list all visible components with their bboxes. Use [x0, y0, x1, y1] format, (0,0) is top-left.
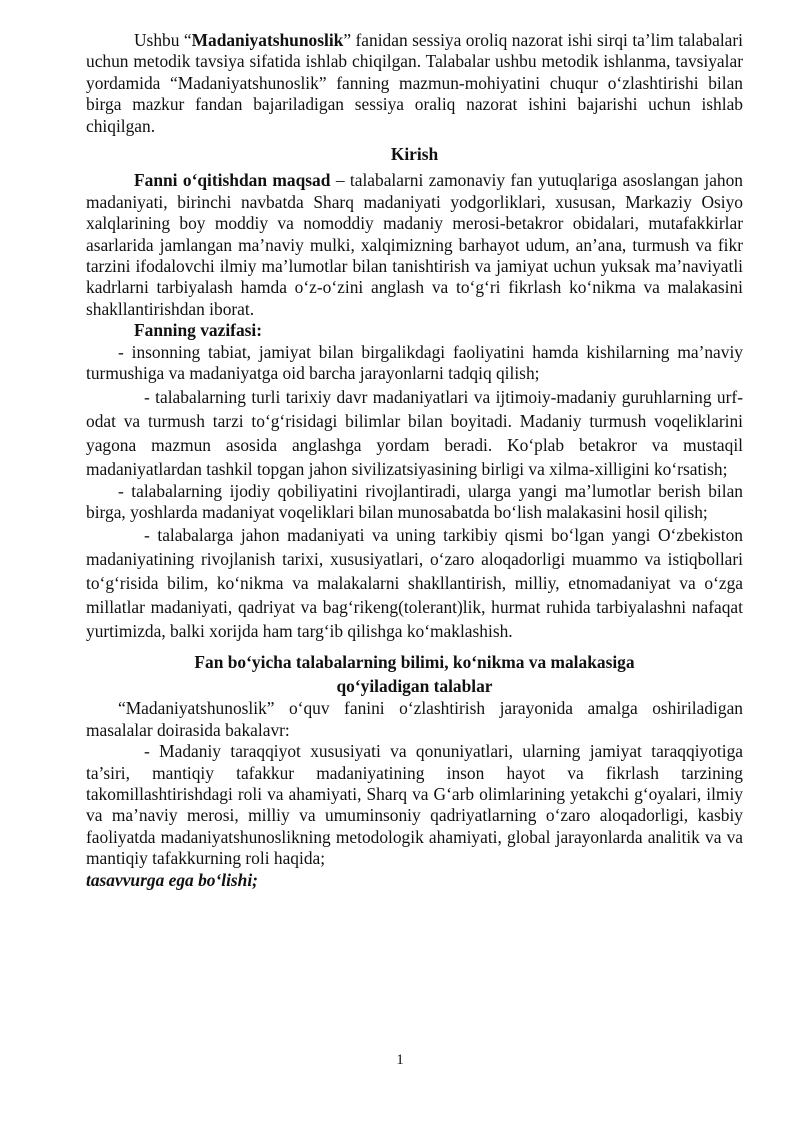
task-item-3: - talabalarning ijodiy qobiliyatini rivojlantiradi, ularga yangi ma’lumotlar berish bilan birga, yoshlarda madaniyat voqeliklari bilan munosabatda bo‘lish malakasini hosil qilish;	[86, 480, 743, 522]
page-number: 1	[396, 1052, 404, 1068]
task-item-2: - talabalarning turli tarixiy davr madaniyatlari va ijtimoiy-madaniy guruhlarning urf-odat va turmush tarzi to‘g‘risidagi bilimlar bilan boyitadi. Madaniy turmush voqeliklarini yagona mazmun asosida anglashga yordam beradi. Ko‘plab betakror va mustaqil madaniyatlardan tashkil topgan jahon sivilizatsiyasining birligi va xilma-xilligini ko‘rsatish;	[86, 386, 743, 479]
goal-paragraph	[86, 170, 743, 320]
task-item-4: - talabalarga jahon madaniyati va uning tarkibiy qismi bo‘lgan yangi O‘zbekiston madaniyatining rivojlanish tarixi, xususiyatlari, o‘zaro aloqadorligi muammo va istiqbollari to‘g‘risida bilim, ko‘nikma va malakalarni shakllantirish, milliy, etnomadaniyat va o‘zga millatlar madaniyati, qadriyat va bag‘rikeng(tolerant)lik, hurmat ruhida tarbiyalashni nafaqat yurtimizda, balki xorijda ham targ‘ib qilishga ko‘maklashish.	[86, 525, 743, 642]
requirements-item: - Madaniy taraqqiyot xususiyati va qonuniyatlari, ularning jamiyat taraqqiyotiga ta’siri, mantiqiy tafakkur madaniyatining inson hayot va fikrlash tarzining takomillashtirishdagi roli va ahamiyati, Sharq va G‘arb olimlarining yetakchi g‘oyalari, ilmiy va ma’naviy merosi, milliy va umuminsoniy qadriyatlarning o‘zaro aloqadorligi, kasbiy faoliyatda madaniyatshunoslikning metodologik ahamiyati, global jarayonlarda analitik va va mantiqiy tafakkurning roli haqida;	[86, 741, 743, 869]
requirements-intro: “Madaniyatshunoslik” o‘quv fanini o‘zlashtirish jarayonida amalga oshiriladigan masalalar doirasida bakalavr:	[86, 698, 743, 740]
intro-pre: Ushbu “	[134, 30, 192, 50]
task-item-1: - insonning tabiat, jamiyat bilan birgalikdagi faoliyatini hamda kishilarning ma’naviy turmushiga va madaniyatga oid barcha jarayonlarni tadqiq qilish;	[86, 341, 743, 384]
requirements-heading-line-2: qo‘yiladigan talablar	[336, 676, 493, 697]
goal-text: – talabalarni zamonaviy fan yutuqlariga asoslangan jahon madaniyati, birinchi navbatda Sharq madaniyati yodgorliklari, xususan, Markaziy Osiyo xalqlarining boy moddiy va nomoddiy madaniy merosi-betakror obidalari, mutafakkirlar asarlarida jamlangan ma’naviy mulki, xalqimizning barhayot udum, an’ana, turmush va fikr tarzini ifodalovchi ilmiy ma’lumotlar bilan tanishtirish va jamiyat uchun yuksak ma’naviyatli kadrlarni tarbiyalash hamda o‘z-o‘zini anglash va to‘g‘ri fikrlash ko‘nikma va malakasini shakllantirishdan iborat.	[86, 170, 743, 319]
intro-subject-name: Madaniyatshunoslik	[191, 30, 344, 50]
kirish-heading: Kirish	[390, 144, 439, 165]
goal-label: Fanni o‘qitishdan maqsad	[134, 170, 331, 191]
requirements-heading-line-1: Fan bo‘yicha talabalarning bilimi, ko‘nikma va malakasiga	[194, 652, 635, 673]
tasks-heading: Fanning vazifasi:	[134, 320, 263, 341]
requirements-closing: tasavvurga ega bo‘lishi;	[86, 869, 258, 890]
intro-post: ” fanidan sessiya oroliq nazorat ishi sirqi ta’lim talabalari uchun metodik tavsiya sifatida ishlab chiqilgan. Talabalar ushbu metodik ishlanma, tavsiyalar yordamida “Madaniyatshunoslik” fanning mazmun-mohiyatini chuqur o‘zlashtirishi bilan birga mazkur fandan bajariladigan sessiya oraliq nazorat ishini bajarishi uchun ishlab chiqilgan.	[86, 30, 743, 136]
intro-paragraph	[86, 30, 743, 137]
